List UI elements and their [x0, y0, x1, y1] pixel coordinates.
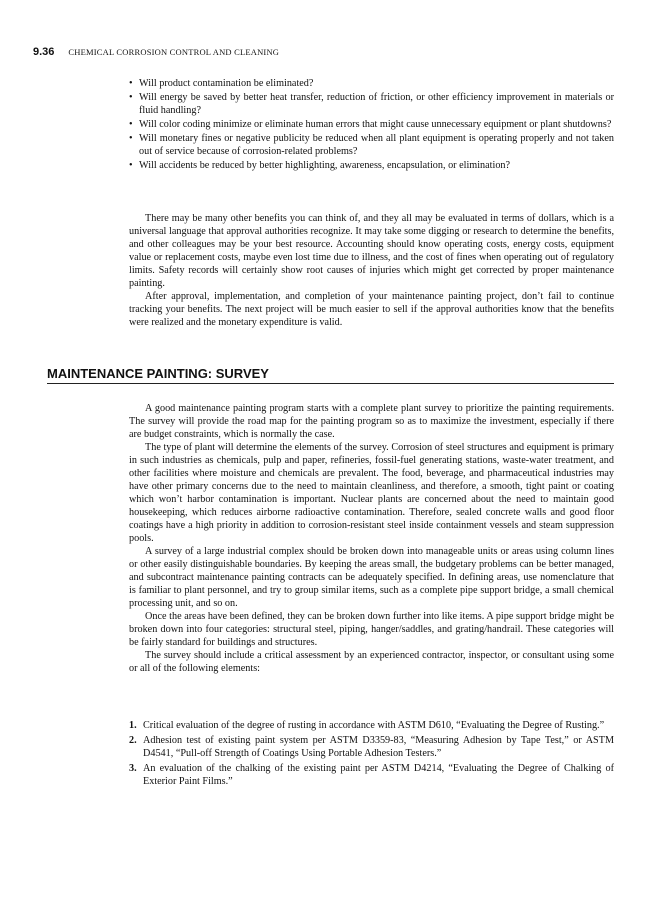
assessment-elements [129, 719, 614, 790]
section-body [129, 402, 614, 675]
list-item: • Will color coding minimize or eliminate human errors that might cause unnecessary equipment or plant shutdowns? [129, 118, 614, 131]
list-item: • Will monetary fines or negative publicity be reduced when all plant equipment is operating properly and not taken out of service because of corrosion-related problems? [129, 132, 614, 158]
section-heading: MAINTENANCE PAINTING: SURVEY [47, 366, 614, 384]
benefit-question-list [129, 77, 614, 172]
item-text: Critical evaluation of the degree of rusting in accordance with ASTM D610, “Evaluating the Degree of Rusting.” [143, 720, 605, 731]
numbered-list [129, 719, 614, 788]
running-title: CHEMICAL CORROSION CONTROL AND CLEANING [68, 47, 280, 57]
intro-text [129, 212, 614, 329]
list-item [129, 734, 614, 760]
paragraph: A survey of a large industrial complex should be broken down into manageable units or areas using column lines or other easily distinguishable boundaries. By keeping the areas small, the budgetary problems can be better managed, and subcontract maintenance painting contracts can be adequately specified. In defining areas, use nomenclature that is familiar to plant personnel, and try to group similar items, such as a complete pipe support bridge, a small chemical processing unit, and so on. [129, 546, 614, 609]
paragraph: The survey should include a critical assessment by an experienced contractor, inspector, or consultant using some or all of the following elements: [129, 650, 614, 674]
paragraph: After approval, implementation, and completion of your maintenance painting project, don’t fail to continue tracking your benefits. The next project will be much easier to sell if the approval authorities know that the benefits were realized and the monetary expenditure is valid. [129, 291, 614, 328]
page-header [33, 46, 279, 58]
bullet-block [129, 77, 614, 173]
list-item [129, 762, 614, 788]
paragraph: Once the areas have been defined, they can be broken down further into like items. A pipe support bridge might be broken down into four categories: structural steel, piping, hanger/saddles, and grating/handrail. These categories will be fairly standard for buildings and structures. [129, 611, 614, 648]
paragraph: There may be many other benefits you can think of, and they all may be evaluated in terms of dollars, which is a universal language that approval authorities recognize. It may take some digging or research to determine the benefits, and other colleagues may be your best resource. Accounting should know operating costs, energy costs, equipment value or replacement costs, maybe even lost time due to illness, and the cost of fines when operating out of regulatory limits. Safety records will certainly show root causes of injuries which might get corrected by proper maintenance painting. [129, 213, 614, 289]
list-item [129, 719, 614, 732]
item-text: An evaluation of the chalking of the existing paint per ASTM D4214, “Evaluating the Degree of Chalking of Exterior Paint Films.” [143, 763, 614, 787]
item-text: Adhesion test of existing paint system per ASTM D3359-83, “Measuring Adhesion by Tape Test,” or ASTM D4541, “Pull-off Strength of Coatings Using Portable Adhesion Testers.” [143, 735, 614, 759]
paragraph: A good maintenance painting program starts with a complete plant survey to prioritize the painting requirements. The survey will provide the road map for the painting program so as to maximize the investment, especially if there are budget constraints, which is normally the case. [129, 403, 614, 440]
item-number: 2. [129, 735, 137, 746]
list-item: • Will product contamination be eliminated? [129, 77, 614, 90]
page-number: 9.36 [33, 46, 55, 58]
list-item: • Will accidents be reduced by better highlighting, awareness, encapsulation, or elimination? [129, 159, 614, 172]
item-number: 3. [129, 763, 137, 774]
item-number: 1. [129, 720, 137, 731]
paragraph: The type of plant will determine the elements of the survey. Corrosion of steel structures and equipment is primary in such industries as chemicals, pulp and paper, refineries, fossil-fuel generating stations, waste-water treatment, and other facilities where moisture and chemicals are prevalent. The food, beverage, and pharmaceutical industries may have other primary concerns due to the need to maintain cleanliness, and therefore, a smooth, tight paint or coating which won’t harbor contamination is important. Nuclear plants are concerned about the need to maintain good housekeeping, which reduces airborne radioactive contamination. Therefore, sealed concrete walls and good floor coatings have a high priority in addition to corrosion-resistant steel inside containment vessels and steam suppression pools. [129, 442, 614, 544]
list-item: • Will energy be saved by better heat transfer, reduction of friction, or other efficiency improvement in materials or fluid handling? [129, 91, 614, 117]
